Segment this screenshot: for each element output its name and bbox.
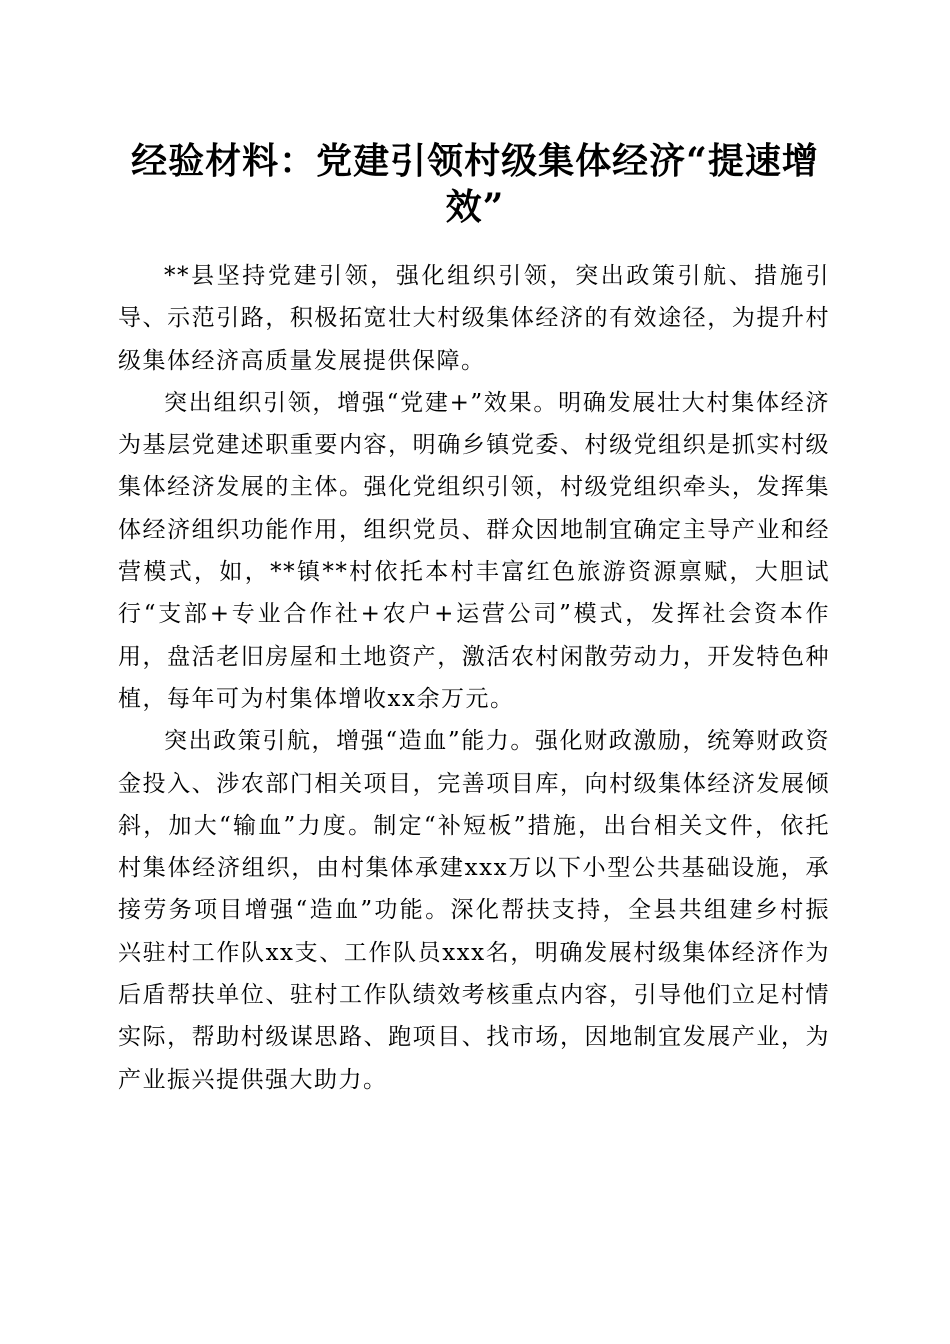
document-body [118,255,830,1101]
paragraph-intro: **县坚持党建引领，强化组织引领，突出政策引航、措施引导、示范引路，积极拓宽壮大村级集体经济的有效途径，为提升村级集体经济高质量发展提供保障。 [118,263,830,374]
document-title: 经验材料：党建引领村级集体经济“提速增效” [131,140,819,228]
paragraph-policy: 突出政策引航，增强“造血”能力。强化财政激励，统筹财政资金投入、涉农部门相关项目，完善项目库，向村级集体经济发展倾斜，加大“输血”力度。制定“补短板”措施，出台相关文件，依托村集体经济组织，由村集体承建xxx万以下小型公共基础设施，承接劳务项目增强“造血”功能。深化帮扶支持，全县共组建乡村振兴驻村工作队xx支、工作队员xxx名，明确发展村级集体经济作为后盾帮扶单位、驻村工作队绩效考核重点内容，引导他们立足村情实际，帮助村级谋思路、跑项目、找市场，因地制宜发展产业，为产业振兴提供强大助力。 [118,728,830,1093]
paragraph-organization: 突出组织引领，增强“党建+”效果。明确发展壮大村集体经济为基层党建述职重要内容，明确乡镇党委、村级党组织是抓实村级集体经济发展的主体。强化党组织引领，村级党组织牵头，发挥集体经济组织功能作用，组织党员、群众因地制宜确定主导产业和经营模式，如，**镇**村依托本村丰富红色旅游资源禀赋，大胆试行“支部+专业合作社+农户+运营公司”模式，发挥社会资本作用，盘活老旧房屋和土地资产，激活农村闲散劳动力，开发特色种植，每年可为村集体增收xx余万元。 [118,389,830,712]
